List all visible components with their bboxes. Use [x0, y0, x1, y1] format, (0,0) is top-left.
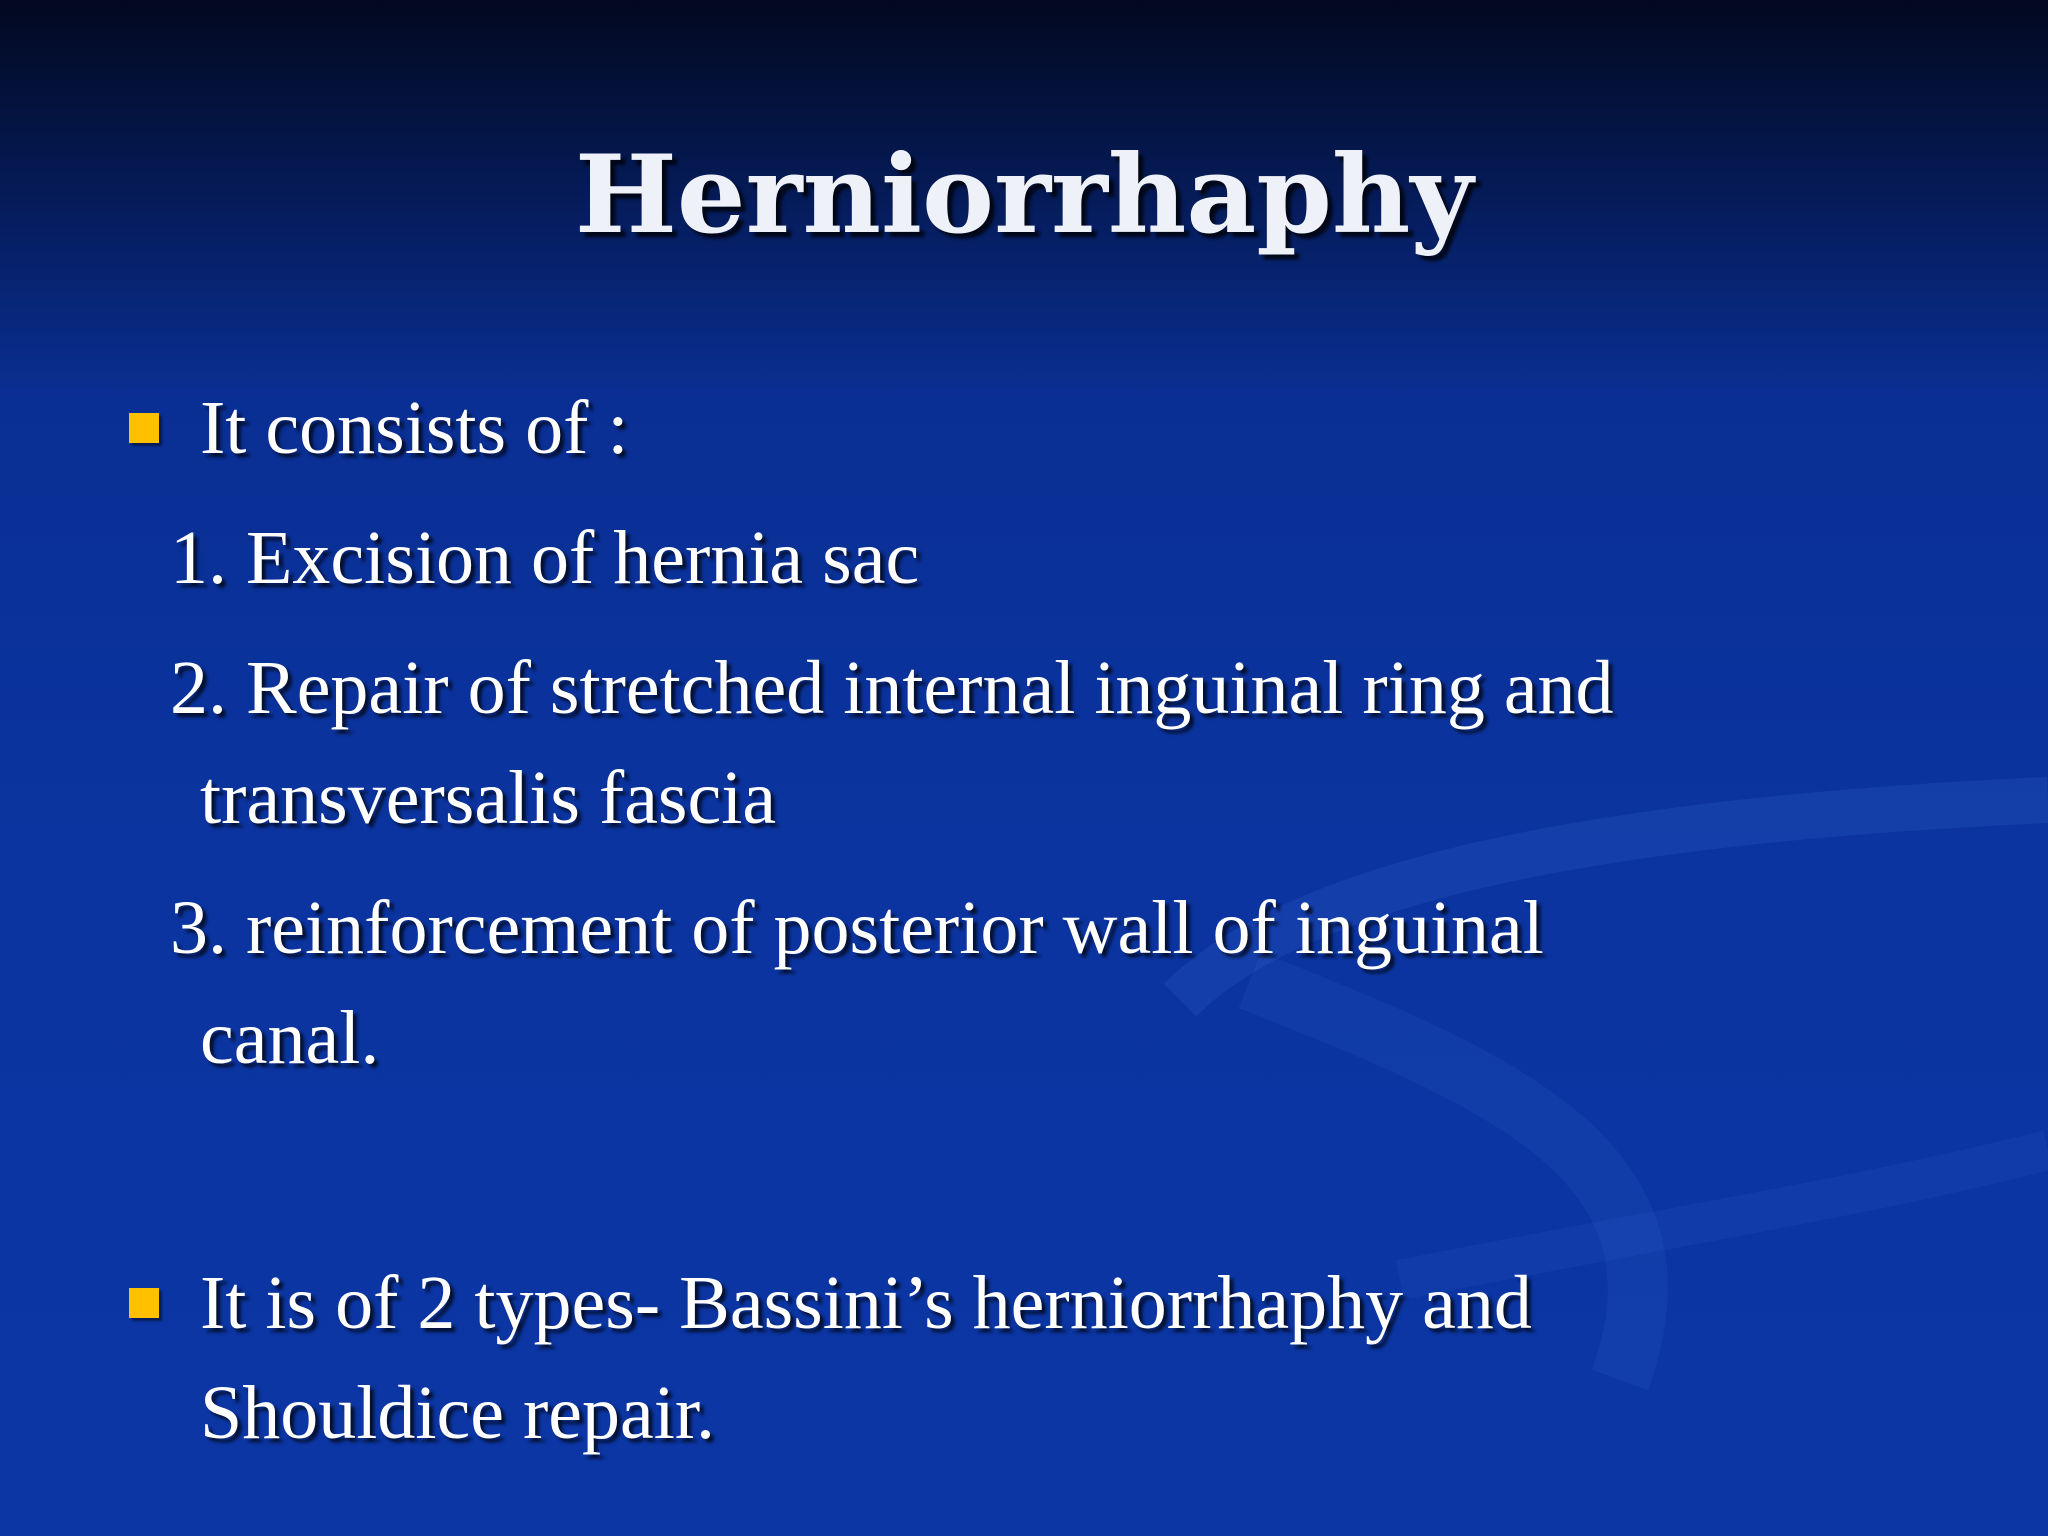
square-bullet-icon	[129, 413, 159, 443]
list-item-step-3-line-1: 3. reinforcement of posterior wall of inguinal	[170, 886, 1544, 970]
bullet-item-consists: It consists of :	[200, 386, 629, 470]
square-bullet-icon	[129, 1288, 159, 1318]
list-item-step-3-line-2: canal.	[200, 996, 380, 1080]
list-item-step-2-line-2: transversalis fascia	[200, 756, 777, 840]
list-item-step-1: 1. Excision of hernia sac	[170, 516, 920, 600]
bullet-item-types-line-1: It is of 2 types- Bassini’s herniorrhaphy and	[200, 1261, 1532, 1345]
slide-title: Herniorrhaphy	[574, 132, 1474, 258]
list-item-step-2-line-1: 2. Repair of stretched internal inguinal ring and	[170, 646, 1614, 730]
bullet-item-types-line-2: Shouldice repair.	[200, 1371, 715, 1455]
